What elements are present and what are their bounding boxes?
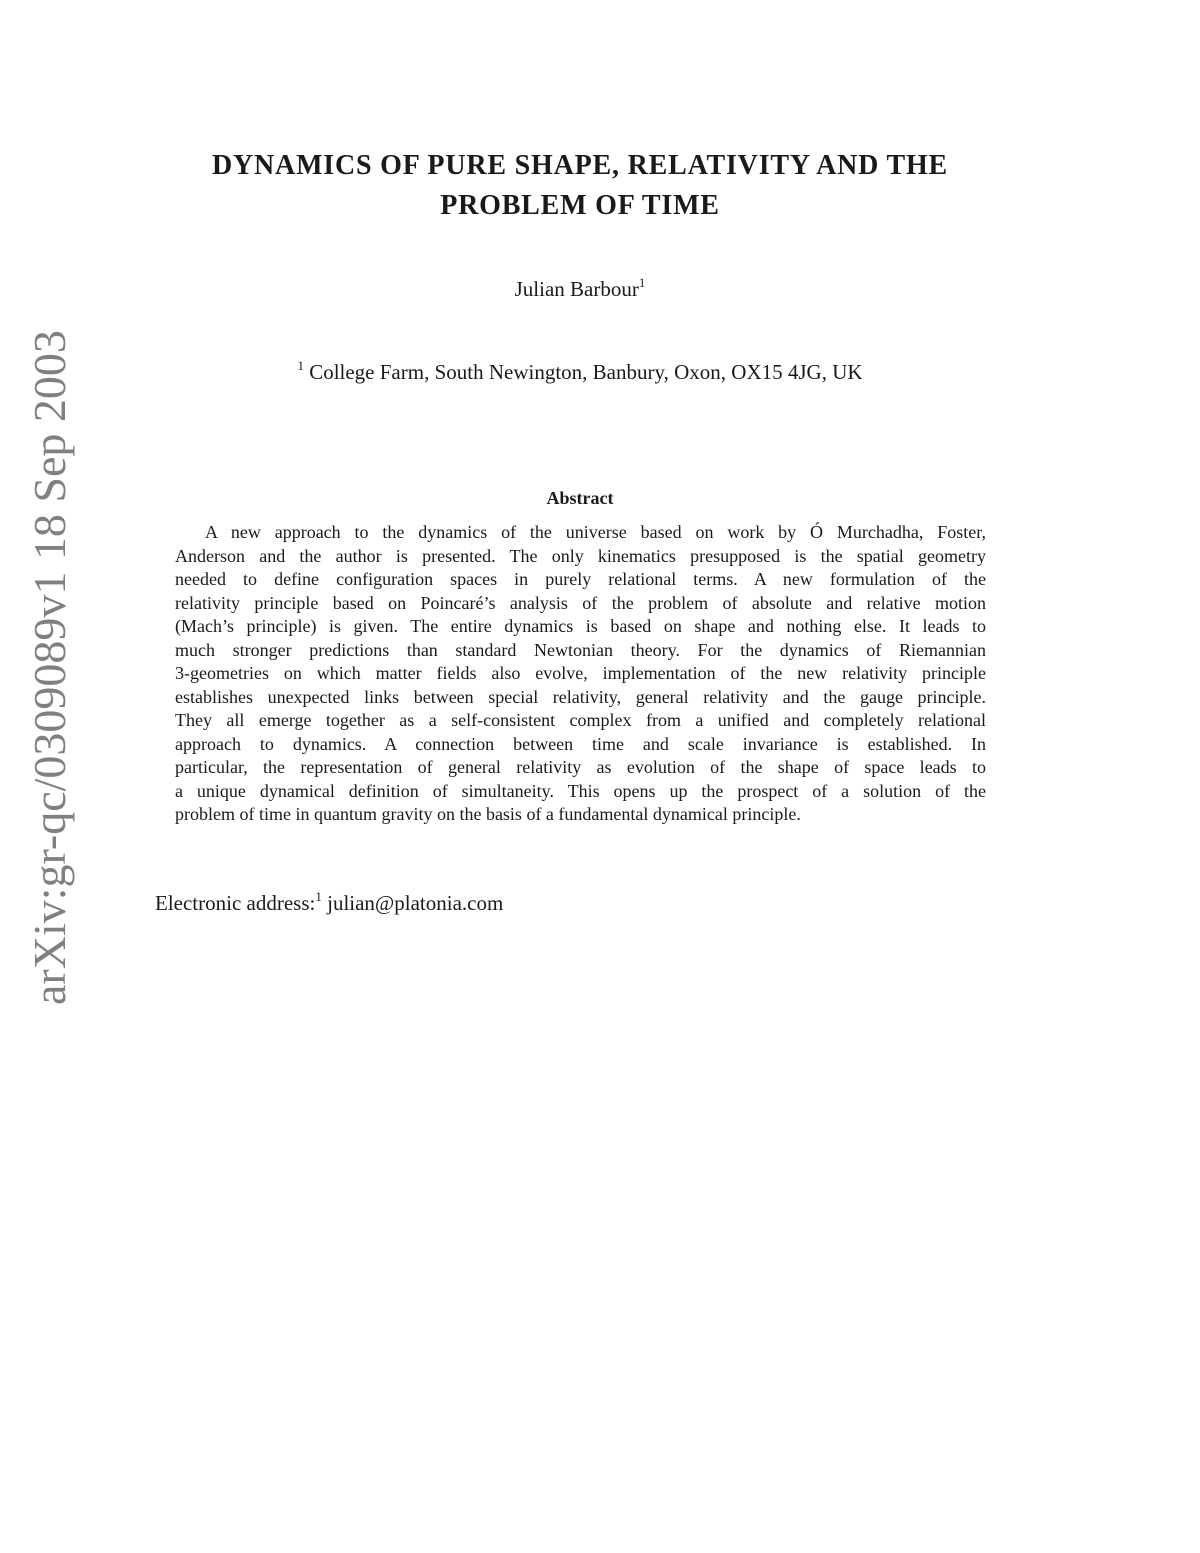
arxiv-identifier-stamp: arXiv:gr-qc/0309089v1 18 Sep 2003 [24,330,75,1005]
author-line [380,275,780,303]
abstract-line: relativity principle based on Poincaré’s analysis of the problem of absolute and relative motion [175,592,986,613]
abstract-heading: Abstract [546,488,614,508]
author-name: Julian Barbour [514,277,639,301]
abstract-line: needed to define configuration spaces in purely relational terms. A new formulation of the [175,569,986,589]
abstract-body [175,521,986,827]
abstract-line: approach to dynamics. A connection between time and scale invariance is established. In [175,733,986,754]
abstract-line: establishes unexpected links between special relativity, general relativity and the gauge principle. [175,686,986,707]
electronic-address-footnote [155,889,855,917]
abstract-line: 3-geometries on which matter fields also evolve, implementation of the new relativity principle [175,663,986,683]
abstract-line: (Mach’s principle) is given. The entire dynamics is based on shape and nothing else. It leads to [175,616,986,636]
abstract-line: particular, the representation of general relativity as evolution of the shape of space leads to [175,757,986,777]
author-footnote-mark: 1 [638,275,646,290]
email-label: Electronic address: [155,891,316,915]
email-footnote-mark: 1 [315,889,322,904]
affiliation-line [160,358,1000,386]
abstract-line: problem of time in quantum gravity on the basis of a fundamental dynamical principle. [175,804,801,824]
abstract-line: much stronger predictions than standard Newtonian theory. For the dynamics of Riemannian [175,639,986,660]
abstract-line: A new approach to the dynamics of the universe based on work by Ó Murchadha, Foster, [205,522,986,542]
title-line: DYNAMICS OF PURE SHAPE, RELATIVITY AND THE [211,150,949,181]
paper-title [100,146,1060,226]
abstract-line: Anderson and the author is presented. The only kinematics presupposed is the spatial geometry [175,545,986,566]
abstract-line: a unique dynamical definition of simultaneity. This opens up the prospect of a solution of the [175,780,986,801]
affiliation-footnote-mark: 1 [297,358,304,373]
title-line: PROBLEM OF TIME [440,190,720,221]
email-address: julian@platonia.com [327,891,504,915]
affiliation-text: College Farm, South Newington, Banbury, Oxon, OX15 4JG, UK [309,360,863,384]
abstract-line: They all emerge together as a self-consistent complex from a unified and completely relational [175,710,986,730]
